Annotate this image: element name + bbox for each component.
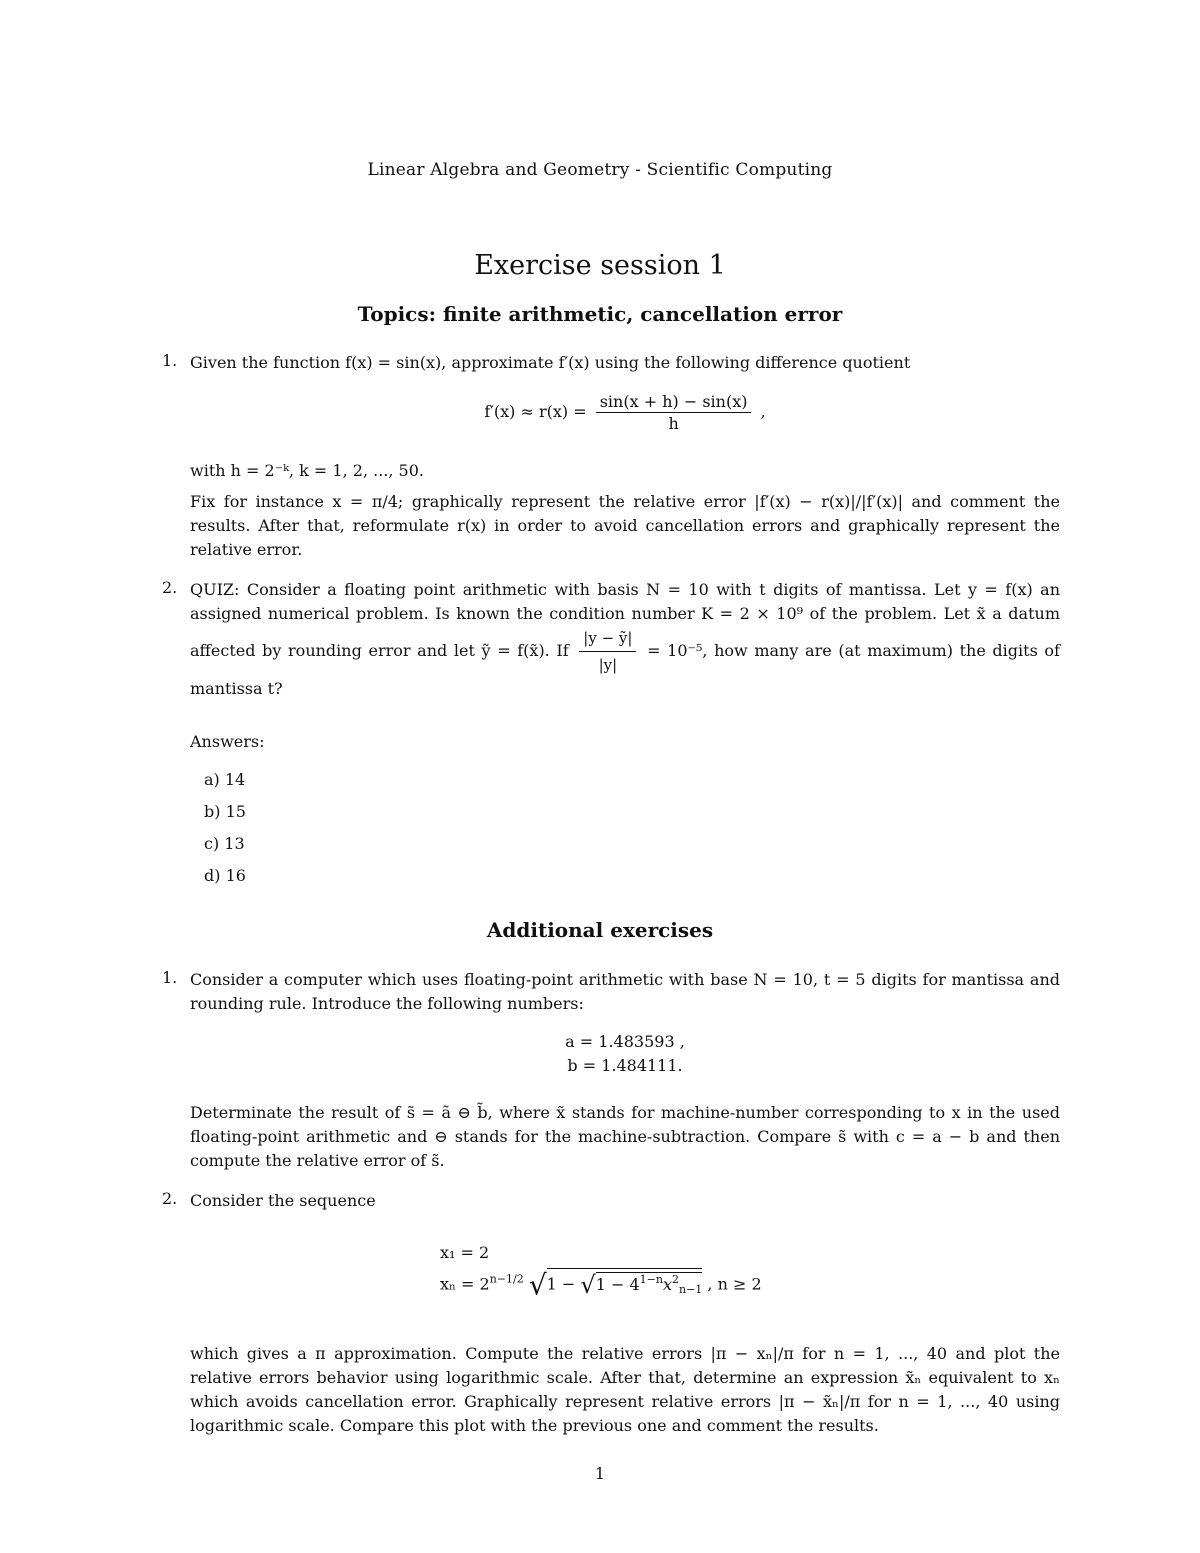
quiz-text-part-b: = 10⁻⁵, how many are (at maximum) the digits of mantissa t?	[190, 641, 1060, 698]
difference-quotient-equation	[190, 392, 1060, 433]
course-header: Linear Algebra and Geometry - Scientific Computing	[367, 160, 833, 180]
exercise-1-task: Fix for instance x = π/4; graphically represent the relative error |f′(x) − r(x)|/|f′(x)| and comment the results. After that, reformulate r(x) in order to avoid cancellation errors and graphically represent the relative error.	[190, 492, 1060, 559]
answer-b: b) 15	[204, 802, 246, 821]
answer-c: c) 13	[204, 834, 245, 853]
inner-sqrt-icon: √	[580, 1271, 596, 1299]
additional-2-task: which gives a π approximation. Compute the relative errors |π − xₙ|/π for n = 1, ..., 40 and plot the relative errors behavior using logarithmic scale. After that, determine an expression x̃ₙ equivalent to xₙ which avoids cancellation error. Graphically represent relative errors |π − x̃ₙ|/π for n = 1, ..., 40 using logarithmic scale. Compare this plot with the previous one and comment the results.	[190, 1344, 1060, 1435]
additional-exercises-heading: Additional exercises	[486, 918, 714, 942]
exercise-1-intro: Given the function f(x) = sin(x), approximate f′(x) using the following difference quotient	[190, 353, 911, 372]
equation-left: f′(x) ≈ r(x) =	[484, 402, 587, 421]
additional-1-task: Determinate the result of s̃ = ã ⊖ b̃, where x̃ stands for machine-number corresponding to x in the used floating-point arithmetic and ⊖ stands for the machine-subtraction. Compare s̃ with c = a − b and then compute the relative error of s̃.	[190, 1103, 1060, 1170]
equation-fraction	[596, 392, 752, 433]
number-a-equation: a = 1.483593 ,	[565, 1032, 685, 1051]
outer-sqrt-icon: √	[528, 1268, 547, 1302]
additional-1-text: Consider a computer which uses floating-point arithmetic with base N = 10, t = 5 digits for mantissa and rounding rule. Introduce the following numbers:	[190, 970, 1060, 1013]
page-number: 1	[594, 1464, 606, 1483]
recurrence-exponent: n−1/2	[489, 1272, 524, 1286]
inner-exponent: 1−n	[639, 1272, 663, 1286]
exercise-1-step-size: with h = 2⁻ᵏ, k = 1, 2, ..., 50.	[190, 461, 424, 480]
equation-numerator: sin(x + h) − sin(x)	[596, 392, 752, 413]
additional-2-text: Consider the sequence	[190, 1191, 376, 1210]
recurrence-condition: , n ≥ 2	[707, 1274, 762, 1294]
answer-d: d) 16	[204, 866, 246, 885]
answer-a: a) 14	[204, 770, 246, 789]
page-title: Exercise session 1	[474, 250, 726, 281]
quiz-text	[190, 578, 1060, 701]
inner-x-subscript: n−1	[679, 1282, 703, 1296]
inner-x-square: 2	[672, 1272, 679, 1286]
additional-2-number: 2.	[162, 1189, 178, 1208]
equation-denominator: h	[668, 414, 679, 433]
sequence-recurrence	[440, 1268, 762, 1302]
inner-x: x	[662, 1274, 672, 1294]
outer-sqrt-term: 1 −	[546, 1274, 576, 1294]
topics-subtitle: Topics: finite arithmetic, cancellation error	[357, 302, 843, 326]
inner-sqrt-term: 1 − 4	[595, 1274, 640, 1294]
additional-1-number: 1.	[162, 968, 178, 987]
quiz-fraction	[579, 626, 636, 677]
exercise-2-number: 2.	[162, 578, 178, 597]
exercise-1-number: 1.	[162, 351, 178, 370]
recurrence-left: xₙ = 2	[440, 1274, 490, 1294]
inner-sqrt-body	[596, 1272, 703, 1294]
answers-label: Answers:	[190, 732, 265, 751]
quiz-fraction-denominator: |y|	[598, 656, 618, 674]
quiz-fraction-numerator: |y − ỹ|	[579, 626, 636, 652]
outer-sqrt-body	[547, 1268, 703, 1299]
number-b-equation: b = 1.484111.	[567, 1056, 683, 1075]
equation-end: ,	[760, 402, 766, 421]
sequence-first-term: x₁ = 2	[440, 1243, 490, 1262]
quiz-text-part-a: QUIZ: Consider a floating point arithmetic with basis N = 10 with t digits of mantissa. Let y = f(x) an assigned numerical problem. Is known the condition number K = 2 × 10⁹ of the problem. Let x̃ a datum affected by rounding error and let ỹ = f(x̃). If	[190, 580, 1060, 660]
